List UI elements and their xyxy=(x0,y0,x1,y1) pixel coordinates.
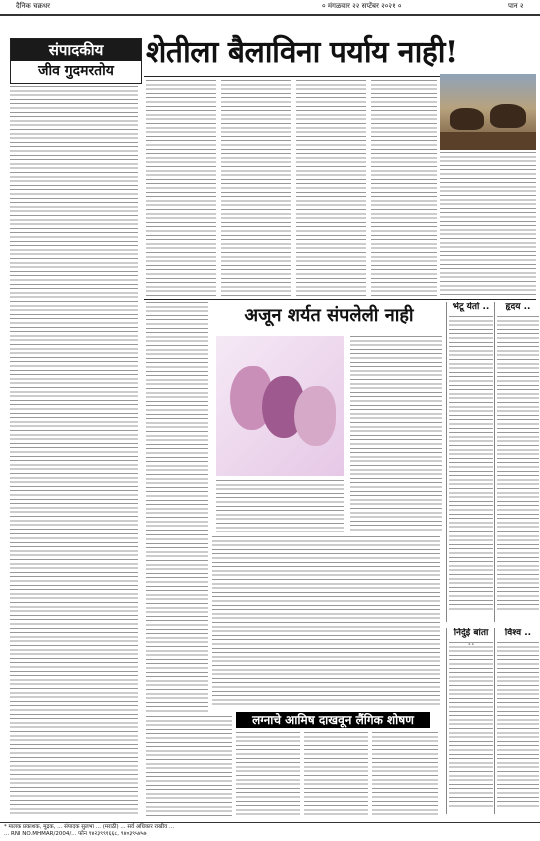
top-bar xyxy=(0,0,540,16)
page-number: पान २ xyxy=(508,2,524,10)
poem-title: निर्दुई बांता xyxy=(453,628,489,638)
poem-column-1 xyxy=(446,302,493,622)
footer-line-1: * मालक प्रकाशक, मुद्रक, ... संपादक सुलभा ... (मराठी) ... सर्व अधिकार राखीव ... xyxy=(4,824,175,830)
poem-title: भेटू येतो .. xyxy=(452,302,490,312)
poem-column-3 xyxy=(446,628,493,814)
footer-imprint xyxy=(0,822,540,841)
issue-date: ० मंगळवार २२ सप्टेंबर २०२१ ० xyxy=(322,2,402,10)
editorial-title: संपादकीय xyxy=(11,39,141,61)
paper-name: दैनिक चक्रधर xyxy=(16,2,51,10)
bottom-article-col-1 xyxy=(236,732,300,818)
article-column-2 xyxy=(221,80,291,300)
poem-title: विश्व .. xyxy=(504,628,532,638)
bottom-article-col-2 xyxy=(304,732,368,818)
poem-column-2 xyxy=(494,302,539,622)
section-rule xyxy=(144,299,536,300)
editorial-text xyxy=(10,86,138,816)
feature-text-right xyxy=(350,336,442,532)
article-column-5 xyxy=(440,152,536,298)
editorial-subtitle: जीव गुदमरतोय xyxy=(38,63,114,79)
bottom-article-col-3 xyxy=(372,732,438,818)
feature-text-lower xyxy=(216,480,344,532)
editorial-box xyxy=(10,38,142,84)
footer-line-2: ... RNI NO.MHMAR/2004/... फोन ९४२३९९१६६८, ९४०३९५४५७ xyxy=(4,831,147,837)
article-column-3 xyxy=(296,80,366,300)
women-illustration xyxy=(216,336,344,476)
bottom-left-article xyxy=(146,716,232,818)
main-headline: शेतीला बैलाविना पर्याय नाही! xyxy=(146,35,458,70)
article-column-1 xyxy=(146,80,216,300)
middle-article xyxy=(146,302,208,714)
article-column-4 xyxy=(371,80,437,300)
bottom-headline: लग्नाचे आमिष दाखवून लैंगिक शोषण xyxy=(236,712,430,728)
feature-headline: अजून शर्यत संपलेली नाही xyxy=(244,305,414,326)
middle-article-lower xyxy=(212,536,440,708)
poem-column-4 xyxy=(494,628,539,814)
bullock-photo xyxy=(440,74,536,150)
poem-title: हृदय .. xyxy=(505,302,531,312)
